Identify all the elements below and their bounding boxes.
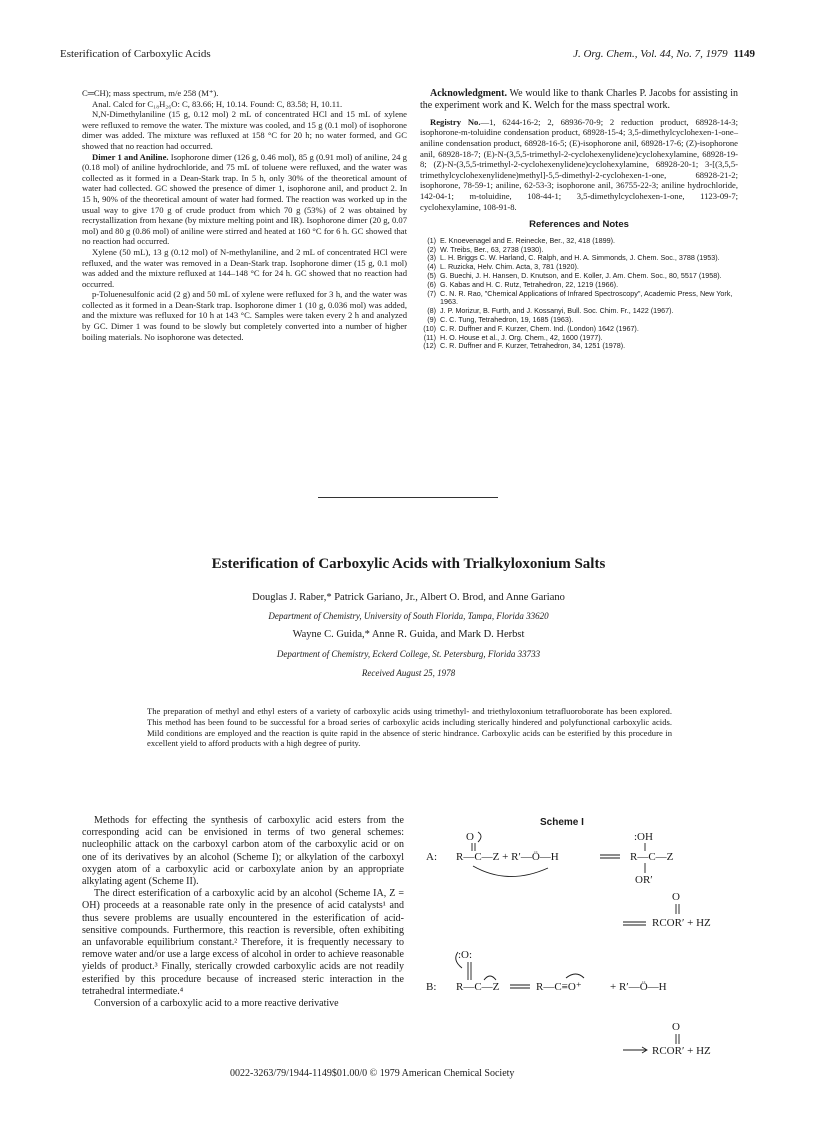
page-number: 1149 [733, 48, 755, 60]
reference-number: (5) [427, 270, 436, 280]
scheme-a-product-oxygen: O [672, 891, 680, 903]
curved-arrow [566, 974, 584, 978]
scheme-a-reactants: R—C—Z + R′—Ö—H [456, 851, 559, 863]
references-list [420, 237, 738, 351]
paragraph: Xylene (50 mL), 13 g (0.12 mol) of N-methylaniline, and 2 mL of concentrated HCl were refluxed, and the water was removed in a Dean-Stark trap. Isophorone dimer (15 g, 0.1 mol) was added and the mixture refluxed at 144–148 °C for 24 h. GC showed that no reaction had occurred. [82, 246, 407, 289]
reference-number: (9) [427, 314, 436, 324]
authors-1: Douglas J. Raber,* Patrick Gariano, Jr., Albert O. Brod, and Anne Gariano [252, 592, 565, 603]
registry-numbers: Registry No.—1, 6244-16-2; 2, 68936-70-9; 2 reduction product, 68928-14-3; isophorone-m-toluidine condensation product, 68928-15-4; 3,5-dimethylcyclohexen-1-one–aniline condensation product, 68928-16-5; (E)-isophorone anil, 68928-17-6; (Z)-isophorone anil, 68928-18-7; (E)-N-(3,5,5-trimethyl-2-cyclohexenylidene)cyclohexylamine, 68928-19-8; (Z)-N-(3,5,5-trimethyl-2-cyclohexenylidene)cyclohexylamine, 68928-20-1; 3-[(3,5,5-trimethylcyclohexenylidene)methyl]-5,5-dimethyl-2-cyclohexen-1-one, 68928-21-2; isophorone, 78-59-1; aniline, 62-53-3; isophorone anil, 36755-22-3; aniline hydrochloride, 142-04-1; m-toluidine, 108-44-1; 3,5-dimethylcyclohexen-1-one, 1123-09-7; cyclohexylamine, 108-91-8. [420, 116, 738, 212]
acknowledgment: Acknowledgment. We would like to thank Charles P. Jacobs for assisting in the experiment work and K. Welch for the mass spectral work. [420, 88, 738, 112]
scheme-b-alcohol: + R′—Ö—H [610, 981, 667, 993]
paragraph: Methods for effecting the synthesis of carboxylic acid esters from the corresponding acid can be envisioned in terms of two general schemes: nucleophilic attack on the carboxyl carbon atom of the carboxylic acid or on one of its derivatives by an alcohol (Scheme I); or alkylation of the carboxyl oxygen atom of a carboxylic acid or carboxylate anion by an appropriate alkylating agent (Scheme II). [82, 815, 404, 888]
reference-text: G. Buechi, J. H. Hansen, D. Knutson, and E. Koller, J. Am. Chem. Soc., 80, 5517 (1958). [440, 270, 722, 280]
paragraph: Anal. Calcd for C₁₈H₂₆O: C, 83.66; H, 10.14. Found: C, 83.58; H, 10.11. [92, 98, 343, 109]
scheme-b-reactants: R—C—Z [456, 981, 500, 993]
scheme-a-product: RCOR′ + HZ [652, 917, 711, 929]
curved-arrow [473, 866, 548, 877]
section-heading: Dimer 1 and Aniline. [92, 151, 169, 162]
section-divider [318, 497, 498, 498]
received-date: Received August 25, 1978 [361, 668, 456, 678]
reference-number: (8) [427, 306, 436, 316]
affiliation-1: Department of Chemistry, University of South Florida, Tampa, Florida 33620 [268, 611, 549, 621]
affiliation-2: Department of Chemistry, Eckerd College, St. Petersburg, Florida 33733 [276, 649, 541, 659]
scheme-b-product-oxygen: O [672, 1021, 680, 1033]
running-header-right: J. Org. Chem., Vol. 44, No. 7, 1979 1149 [573, 48, 755, 60]
scheme-b-label: B: [426, 981, 437, 993]
scheme-diagram [418, 830, 748, 1060]
scheme-b-oxygen: :O: [458, 949, 473, 961]
scheme-a-or: OR′ [635, 874, 653, 886]
reference-number: (4) [427, 262, 436, 272]
paragraph: C═CH); mass spectrum, m/e 258 (M⁺). [82, 88, 219, 98]
reference-item [420, 342, 738, 351]
reference-number: (7) [427, 288, 436, 298]
left-column [82, 88, 407, 342]
reference-item [420, 290, 738, 308]
running-header-left: Esterification of Carboxylic Acids [60, 48, 211, 60]
paragraph: N,N-Dimethylaniline (15 g, 0.12 mol) 2 mL of concentrated HCl and 15 mL of xylene were refluxed to remove the water. The mixture was cooled, and 15 g (0.1 mol) of isophorone dimer was added. The mixture was refluxed at 158 °C for 20 h; no water formed, and GC showed that no reaction had occurred. [82, 109, 407, 151]
scheme-b-acylium: R—C≡O⁺ [536, 981, 582, 993]
reference-text: C. R. Duffner and F. Kurzer, Chem. Ind. (London) 1642 (1967). [440, 323, 639, 333]
paragraph: Conversion of a carboxylic acid to a more reactive derivative [94, 998, 339, 1010]
references-heading: References and Notes [529, 219, 629, 231]
reference-text: W. Treibs, Ber., 63, 2738 (1930). [440, 244, 544, 254]
scheme-a-oh: :OH [634, 831, 653, 843]
body-text [82, 815, 404, 1010]
scheme-title: Scheme I [540, 817, 584, 828]
reference-text: L. H. Briggs C. W. Harland, C. Ralph, and H. A. Simmonds, J. Chem. Soc., 3788 (1953). [440, 253, 720, 263]
paragraph: p-Toluenesulfonic acid (2 g) and 50 mL of xylene were refluxed for 3 h, and the water was collected as it formed in a Dean-Stark trap. Isophorone dimer 1 (10 g, 0.036 mol) was added, and the mixture was refluxed for 10 h at 143 °C. Samples were taken every 2 h and analyzed by GC. Dimer 1 was found to be slowly but completely converted into a number of higher boiling materials. No isophorone was detected. [82, 289, 407, 342]
reference-text: C. R. Duffner and F. Kurzer, Tetrahedron, 34, 1251 (1978). [440, 341, 626, 351]
curved-arrow [478, 832, 481, 842]
footer: 0022-3263/79/1944-1149$01.00/0 © 1979 American Chemical Society [230, 1068, 515, 1079]
reference-number: (2) [427, 244, 436, 254]
scheme-b-product: RCOR′ + HZ [652, 1045, 711, 1057]
reference-number: (12) [423, 341, 436, 351]
reference-number: (11) [423, 332, 436, 342]
reference-number: (3) [427, 253, 436, 263]
reference-text: H. O. House et al., J. Org. Chem., 42, 1600 (1977). [440, 332, 603, 342]
reference-number: (10) [423, 323, 436, 333]
authors-2: Wayne C. Guida,* Anne R. Guida, and Mark D. Herbst [292, 629, 525, 640]
scheme-a-label: A: [426, 851, 437, 863]
reference-text: C. C. Tung, Tetrahedron, 19, 1685 (1963). [440, 314, 574, 324]
article-title: Esterification of Carboxylic Acids with Trialkyloxonium Salts [211, 556, 606, 572]
reference-text: E. Knoevenagel and E. Reinecke, Ber., 32, 418 (1899). [440, 235, 616, 245]
right-column [420, 88, 738, 351]
reference-number: (1) [427, 235, 436, 245]
reference-text: G. Kabas and H. C. Rutz, Tetrahedron, 22, 1219 (1966). [440, 279, 619, 289]
scheme-a-oxygen: O [466, 831, 474, 843]
abstract: The preparation of methyl and ethyl esters of a variety of carboxylic acids using trimethyl- and triethyloxonium tetrafluoroborate has been explored. This method has been found to be successful for a broad series of carboxylic acids including sterically hindered and polyfunctional carboxylic acids. Mild conditions are employed and the reaction is quite rapid in the absence of steric hindrance. Carboxylic acids can be esterified by this procedure in excellent yield to afford products with a high degree of purity. [147, 706, 672, 749]
reference-text: J. P. Morizur, B. Furth, and J. Kossanyi, Bull. Soc. Chim. Fr., 1422 (1967). [440, 306, 674, 316]
paragraph: The direct esterification of a carboxylic acid by an alcohol (Scheme IA, Z = OH) proceeds at a reasonable rate only in the presence of acid catalysts¹ and thus severe problems are usually encountered in the esterification of acid-sensitive compounds. Furthermore, this reaction is reversible, often exhibiting an unfavorable equilibrium constant.² Therefore, it is frequently necessary to remove water and/or use a large excess of alcohol in order to achieve reasonable yields of product.³ Finally, sterically crowded carboxylic acids are not readily esterified by this procedure because of increased steric interaction in the tetrahedral intermediate.⁴ [82, 888, 404, 997]
curved-arrow [484, 976, 496, 980]
reference-text: C. N. R. Rao, "Chemical Applications of Infrared Spectroscopy", Academic Press, New York, 1963. [440, 288, 733, 307]
paragraph: Dimer 1 and Aniline. Isophorone dimer (126 g, 0.46 mol), 85 g (0.91 mol) of aniline, 24 g (0.18 mol) of aniline hydrochloride, and 75 mL of toluene were refluxed, and the water was collected as it formed in a Dean-Stark trap. In 5 h, only 30% of the theoretical amount of water had collected. GC showed the presence of dimer 1, isophorone anil, and product 2. In 15 h, 90% of the theoretical amount of water had formed. The reaction was worked up in the usual way to give 170 g of crude product from which 70 g (53%) of 2 was obtained by recrystallization from hexane (by mixture melting point and IR). Isophorone dimer (20 g, 0.07 mol) and 80 g (0.86 mol) of aniline were stirred and heated at 160 °C for 6 h. GC showed that no reaction had occurred. [82, 151, 407, 247]
reference-number: (6) [427, 279, 436, 289]
scheme-a-intermediate: R—C—Z [630, 851, 674, 863]
reference-text: L. Ruzicka, Helv. Chim. Acta, 3, 781 (1920). [440, 262, 579, 272]
